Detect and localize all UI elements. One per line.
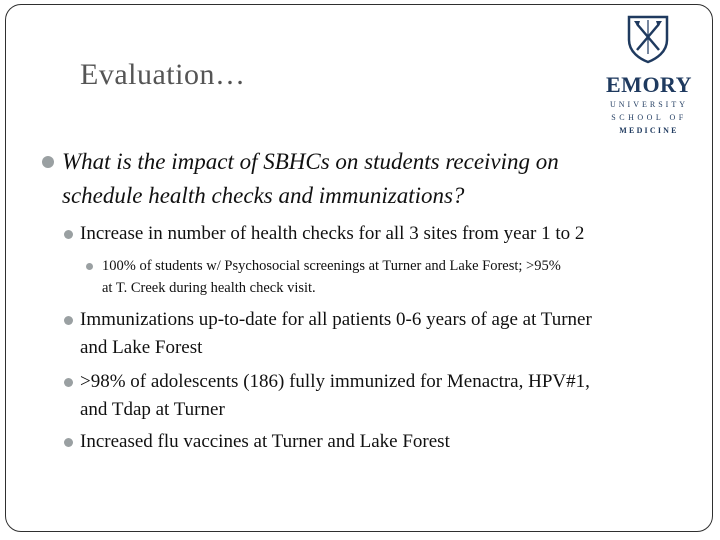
bullet-marker-health-checks: [64, 230, 73, 239]
shield-icon: [626, 14, 670, 64]
question-line-1: What is the impact of SBHCs on students receiving on: [62, 149, 559, 174]
emory-logo: [606, 14, 692, 138]
bullet-marker-psychosocial: [86, 263, 93, 270]
logo-line-school: SCHOOL OF: [611, 113, 687, 122]
bullet-marker-flu: [64, 438, 73, 447]
question-line-2: schedule health checks and immunizations?: [62, 183, 465, 208]
bullet-marker-adolescents: [64, 378, 73, 387]
bullet-psychosocial-line-1: 100% of students w/ Psychosocial screenings at Turner and Lake Forest; >95%: [102, 258, 561, 274]
bullet-flu: Increased flu vaccines at Turner and Lake Forest: [80, 431, 450, 452]
bullet-marker-immunizations: [64, 316, 73, 325]
bullet-adolescents-line-2: and Tdap at Turner: [80, 399, 225, 420]
bullet-adolescents-line-1: >98% of adolescents (186) fully immunized for Menactra, HPV#1,: [80, 371, 590, 392]
bullet-immunizations-line-1: Immunizations up-to-date for all patients 0-6 years of age at Turner: [80, 309, 592, 330]
logo-wordmark: EMORY: [606, 72, 693, 97]
slide-title: Evaluation…: [80, 58, 246, 91]
bullet-health-checks: Increase in number of health checks for all 3 sites from year 1 to 2: [80, 223, 585, 244]
bullet-marker-question: [42, 156, 54, 168]
bullet-psychosocial-line-2: at T. Creek during health check visit.: [102, 280, 316, 296]
logo-line-university: UNIVERSITY: [610, 100, 688, 109]
logo-line-medicine: MEDICINE: [619, 126, 679, 135]
bullet-immunizations-line-2: and Lake Forest: [80, 337, 203, 358]
